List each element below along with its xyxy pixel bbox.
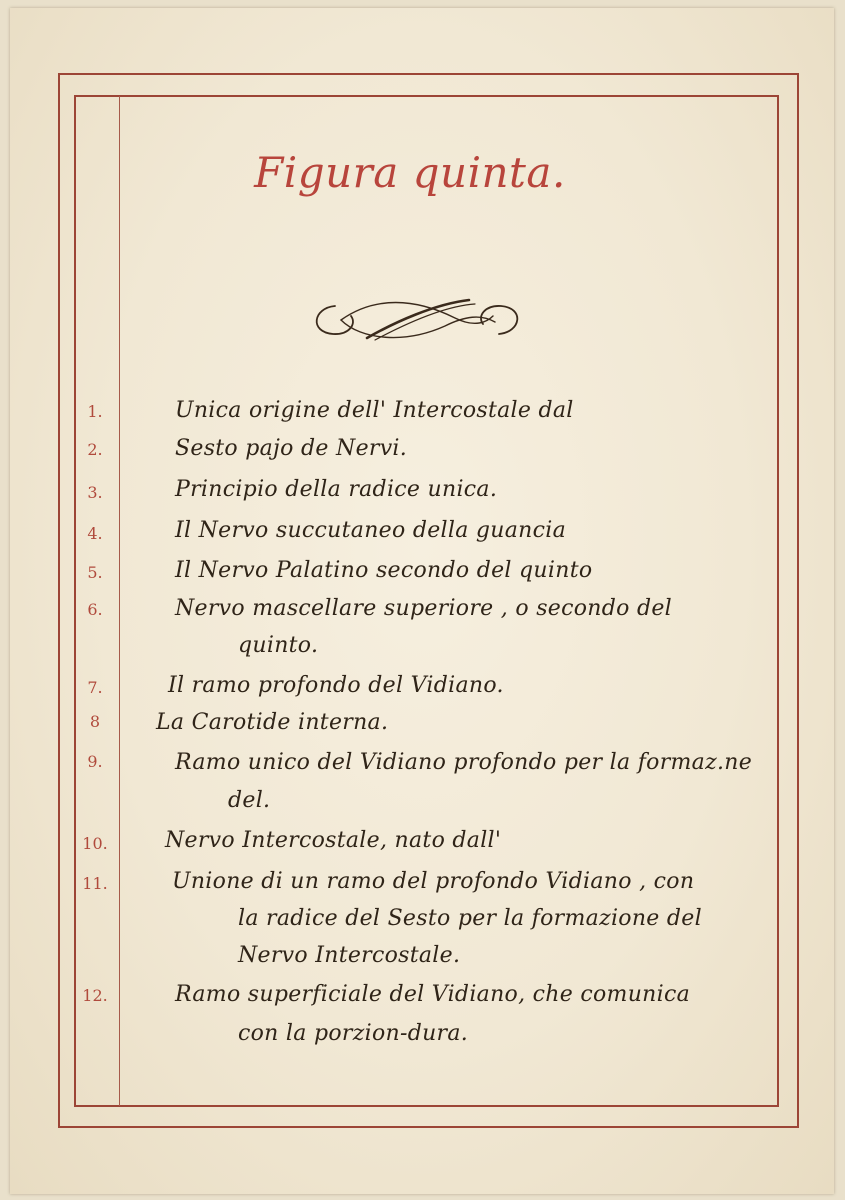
- entry-text: Nervo mascellare superiore , o secondo del: [175, 596, 672, 621]
- entry-text: Ramo unico del Vidiano profondo per la formaz.ne: [175, 750, 753, 775]
- entry-number: 9.: [87, 752, 103, 771]
- entry-text: Unica origine dell' Intercostale dal: [175, 398, 574, 423]
- entry-text-continuation: la radice del Sesto per la formazione del: [238, 906, 702, 931]
- entry-text: Principio della radice unica.: [175, 477, 498, 502]
- entry-text: Ramo superficiale del Vidiano, che comunica: [175, 982, 691, 1007]
- entry-text: Nervo Intercostale, nato dall': [165, 828, 502, 853]
- entry-number: 7.: [87, 678, 103, 697]
- entry-number: 10.: [82, 834, 108, 853]
- entry-number: 5.: [87, 563, 103, 582]
- entry-text: La Carotide interna.: [156, 710, 389, 735]
- entry-number: 12.: [82, 986, 108, 1005]
- entry-number: 11.: [82, 874, 108, 893]
- entry-number: 6.: [87, 600, 103, 619]
- entry-number: 8: [89, 712, 101, 731]
- entry-text: Il Nervo Palatino secondo del quinto: [175, 558, 593, 583]
- entry-text-continuation: quinto.: [238, 633, 319, 658]
- entry-text: Il Nervo succutaneo della guancia: [175, 518, 567, 543]
- page-title: Figura quinta.: [254, 148, 566, 197]
- entry-number: 2.: [87, 440, 103, 459]
- calligraphic-flourish-icon: [305, 292, 529, 348]
- entry-text: Il ramo profondo del Vidiano.: [168, 673, 504, 698]
- entry-text-continuation: con la porzion-dura.: [238, 1021, 469, 1046]
- entry-number: 3.: [87, 483, 103, 502]
- entry-number: 4.: [87, 524, 103, 543]
- entry-text-continuation: Nervo Intercostale.: [238, 943, 461, 968]
- entry-text: Unione di un ramo del profondo Vidiano , con: [172, 869, 695, 894]
- entry-number: 1.: [87, 402, 103, 421]
- entry-text: Sesto pajo de Nervi.: [175, 436, 408, 461]
- entry-text-continuation: del.: [228, 788, 271, 813]
